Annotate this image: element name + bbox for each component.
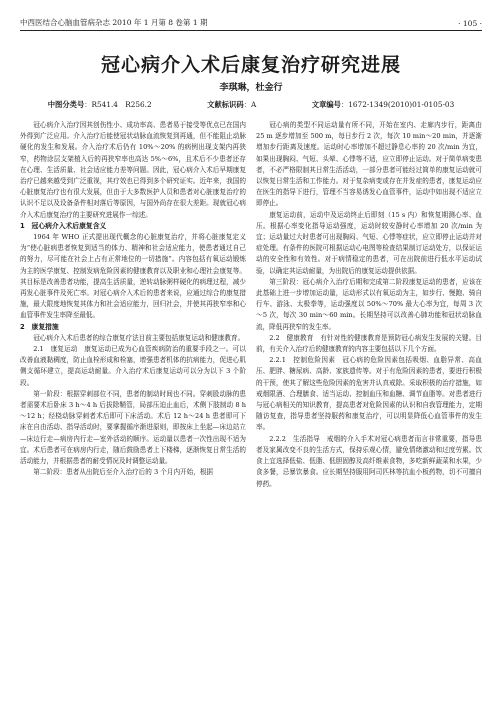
article-title: 冠心病介入术后康复治疗研究进展 xyxy=(100,54,401,76)
section-heading: 1 冠心病介入术后康复含义 xyxy=(20,221,107,230)
left-column xyxy=(20,120,246,696)
id-field: 文章编号：1672-1349(2010)01-0105-03 xyxy=(311,100,455,109)
paragraph: 冠心病介入术后患者的综合康复疗法目前主要包括康复运动和健康教育。 xyxy=(33,333,245,342)
clc-field: 中图分类号：R541.4 R256.2 xyxy=(47,100,152,109)
paragraph: 冠心病的类型不同运动量有所不同，开始在室内、走廊内步行，距离由 25 m 逐步增加至 500 m，每日步行 2 次，每次 10 min～20 min，并逐渐增加步行距离及速度。运动时心率增加不超过静息心率的 20 次/min 为宜，如果出现胸闷、气短、头晕、心悸等不适，应立即停止运动。对于简单病变患者，不必严格限制其日常生活活动，一部分患者可能经过简单的康复运动就可以恢复日常生活和工作能力。对于复杂病变或存在并发症的患者，康复运动应在医生的指导下进行，管理不当容易诱发心血管事件，运动中如出现不适应立即停止。 xyxy=(256,121,482,208)
journal-info: 中西医结合心脑血管病杂志 2010 年 1 月第 8 卷第 1 期 xyxy=(20,18,208,27)
doc-label: 文献标识码 xyxy=(207,100,244,109)
paragraph: 第一阶段：根据穿刺部位不同，患者的制动时间也不同。穿刺股动脉的患者需要术后卧床 3 h～4 h 后拔除鞘管，局部压迫止血后，术侧下肢制动 8 h～12 h；经桡动脉穿刺者术后即可下床活动。术后 12 h～24 h 患者即可下床在自由活动、指导活动时，要掌握循序渐进原则，即按床上坐起—床边站立—床边行走—病房内行走—室外活动的顺序。运动量以患者一次性出现不适为宜。术后患者可在病房内行走，随后鼓励患者上下楼梯，逐渐恢复日常生活的活动能力，并根据患者的耐受情况及时调整运动量。 xyxy=(20,389,246,466)
paragraph: 冠心病介入治疗因其创伤性小、成功率高、患者易于接受等优点已在国内外得到广泛应用。介入治疗后能使冠状动脉血流恢复到再通，但不能阻止动脉硬化的发生和发展。介入治疗术后仍有 10%～20% 的病例出现支架内再狭窄，药物涂层支架植入后的再狭窄率也高达 5%～6%，且术后不少患者还存在心理、生活质量、社会适应能力差等问题。因此，冠心病介入术后早期康复治疗已越来越受到广泛重视，其疗效也已得到多个研究证实。近年来，我国的心脏康复治疗也有很大发展，但由于大多数医护人员和患者对心脏康复治疗的认识不足以及设备条件相对落后等原因，与国外尚存在很大差距。现就冠心病介入术后康复治疗的主要研究进展作一综述。 xyxy=(20,121,246,219)
page-number: · 105 · xyxy=(458,19,482,28)
paragraph: 2.1 康复运动 康复运动已成为心血管疾病防治的重要手段之一。可以改善血液黏稠度，防止血栓形成和栓塞，增强患者机体的抗病能力，促进心肌侧支循环建立，提高运动耐量。介入治疗术后康复运动可以分为以下 3 个阶段。 xyxy=(20,345,246,387)
paragraph: 2.2.2 生活指导 戒烟的介入手术对冠心病患者而言非常重要，指导患者及家属改变不良的生活方式，保持乐观心情，避免情绪激动和过度劳累。饮食上宜选择低盐、低脂、低胆固醇及高纤维素食物，多吃新鲜蔬菜和水果，少食多餐，忌暴饮暴食。应长期坚持服用阿司匹林等抗血小板药物，切不可擅自停药。 xyxy=(256,434,482,488)
body-columns xyxy=(20,120,482,696)
paragraph: 1964 年 WHO 正式提出现代概念的心脏康复治疗，并将心脏康复定义为“使心脏病患者恢复到适当的体力、精神和社会适应能力，使患者通过自己的努力，尽可能在社会上占有正常地位的一切措施”。内容包括有氧运动锻炼为主的医学康复、控制发病危险因素的健康教育以及职业和心理社会康复等。其目标是改善患者功能，提高生活质量，逆转动脉粥样硬化的病理过程，减少再发心脏事件及死亡率。对冠心病介入术后的患者来说，应通过综合的康复措施，最大限度地恢复其体力和社会适应能力，回归社会，并使其再狭窄率和心血管事件发生率降至最低。 xyxy=(20,233,246,320)
article-meta xyxy=(20,100,482,110)
paragraph: 2.2.1 控制危险因素 冠心病的危险因素包括吸烟、血脂异常、高血压、肥胖、糖尿病、高龄、家族遗传等。对于有危险因素的患者，要进行积极的干预，使其了解这些危险因素的危害并认真戒除。采取积极的治疗措施，如戒烟限酒、合理膳食、适当运动、控制血压和血糖、调节血脂等。对患者进行与冠心病相关的知识教育，提高患者对危险因素的认识和自我管理能力，定期随访复查，指导患者坚持服药和康复治疗，可以明显降低心血管事件的发生率。 xyxy=(256,356,482,432)
clc-value: R541.4 R256.2 xyxy=(91,100,152,109)
running-header xyxy=(20,14,482,28)
paragraph: 2.2 健康教育 有针对性的健康教育是预防冠心病发生发展的关键。目前，有关介入治疗后的健康教育的内容主要包括以下几个方面。 xyxy=(256,333,482,354)
paragraph: 第三阶段：冠心病介入治疗后期和完成第二阶段康复运动的患者，应该在此基础上进一步增加运动量，运动形式以有氧运动为主，如步行、慢跑、骑自行车、游泳、太极拳等，运动强度以 50%～70% 最大心率为宜，每周 3 次～5 次，每次 30 min～60 min。长期坚持可以改善心肺功能和冠状动脉血流，降低再狭窄的发生率。 xyxy=(256,277,482,331)
id-value: 1672-1349(2010)01-0105-03 xyxy=(348,100,455,109)
paragraph: 第二阶段：患者从出院后至介入治疗后的 3 个月内开始，根据 xyxy=(33,468,214,477)
paragraph: 康复运动前，运动中及运动终止后即刻（15 s 内）和恢复期测心率、血压。根据心率变化指导运动强度，运动时较安静时心率增加 20 次/min 为宜；运动量过大时患者可出现胸闷、气短、心悸等症状，应立即停止运动并对症处理。有条件的医院可根据运动心电图等检查结果制订运动处方，以保证运动的安全性和有效性。对于病情稳定的患者，可在出院前进行低水平运动试验，以确定其运动耐量，为出院后的康复运动提供依据。 xyxy=(256,210,482,275)
doc-value: A xyxy=(250,100,257,109)
header-rule xyxy=(20,30,482,31)
clc-label: 中图分类号 xyxy=(47,100,85,109)
section-heading: 2 康复措施 xyxy=(20,322,59,331)
id-label: 文章编号 xyxy=(311,100,341,109)
right-column xyxy=(256,120,482,696)
article-authors: 李琪琳，杜金行 xyxy=(219,83,283,93)
doc-field: 文献标识码：A xyxy=(207,100,257,109)
